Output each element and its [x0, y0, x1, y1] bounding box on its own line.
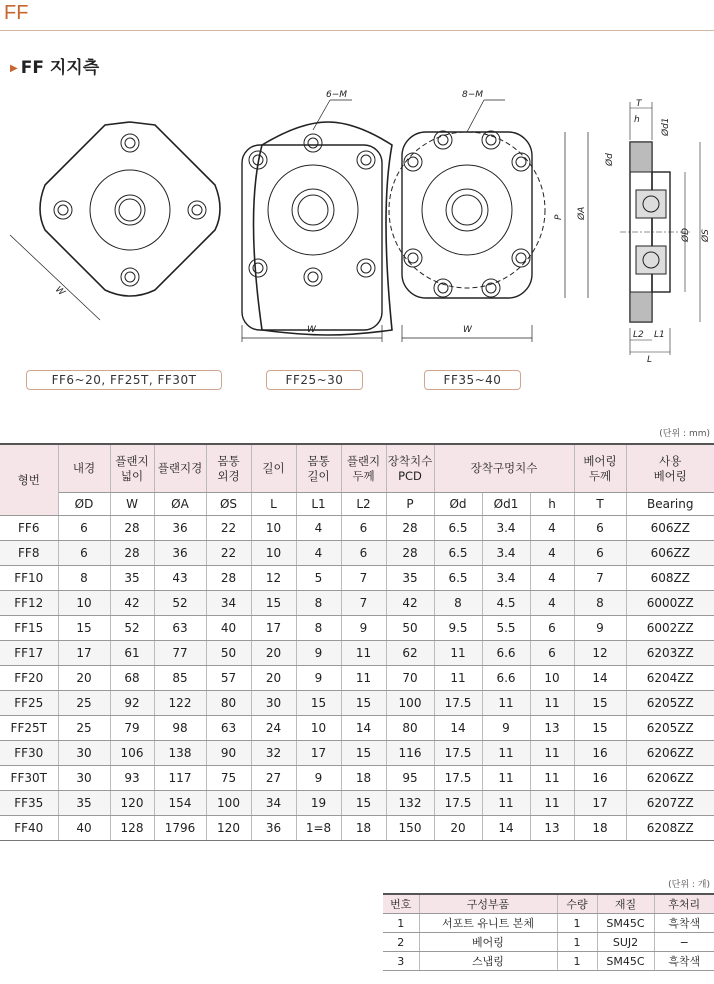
- table-cell: 6000ZZ: [626, 591, 714, 616]
- table-cell: FF12: [0, 591, 58, 616]
- table-cell: 13: [530, 716, 574, 741]
- table-cell: 100: [386, 691, 434, 716]
- subheader-D: ØD: [58, 493, 110, 516]
- table-cell: 18: [341, 816, 386, 841]
- table-cell: 3.4: [482, 566, 530, 591]
- table-cell: 4: [530, 541, 574, 566]
- table-cell: 4: [296, 516, 341, 541]
- table-cell: 6203ZZ: [626, 641, 714, 666]
- table-cell: 4: [530, 591, 574, 616]
- table-cell: 10: [58, 591, 110, 616]
- table-cell: 1: [557, 914, 597, 933]
- table-cell: 6: [58, 516, 110, 541]
- table-cell: 14: [574, 666, 626, 691]
- table-cell: 9: [296, 666, 341, 691]
- table-cell: 93: [110, 766, 154, 791]
- table-cell: 6.5: [434, 566, 482, 591]
- label-w3: W: [463, 325, 472, 335]
- table-cell: 17.5: [434, 691, 482, 716]
- table-cell: 3.4: [482, 541, 530, 566]
- table-cell: 61: [110, 641, 154, 666]
- table-cell: 30: [58, 766, 110, 791]
- table-cell: 베어링: [419, 933, 557, 952]
- table-cell: 63: [154, 616, 206, 641]
- table-cell: 36: [251, 816, 296, 841]
- table-cell: 14: [434, 716, 482, 741]
- table-cell: 28: [386, 541, 434, 566]
- table-cell: FF17: [0, 641, 58, 666]
- table-cell: 6: [574, 516, 626, 541]
- table-cell: 8: [58, 566, 110, 591]
- table-cell: 11: [482, 691, 530, 716]
- table-cell: 22: [206, 516, 251, 541]
- table-cell: 17: [58, 641, 110, 666]
- table-cell: FF35: [0, 791, 58, 816]
- table-cell: FF25T: [0, 716, 58, 741]
- table-cell: 14: [341, 716, 386, 741]
- table-cell: 85: [154, 666, 206, 691]
- table-row: [383, 952, 714, 971]
- label-L: L: [647, 355, 653, 365]
- table-cell: 62: [386, 641, 434, 666]
- caption-ff35-40: FF35~40: [424, 370, 521, 390]
- table-cell: 52: [154, 591, 206, 616]
- table-row: [0, 616, 714, 641]
- table-cell: 11: [341, 641, 386, 666]
- table-cell: FF20: [0, 666, 58, 691]
- section-heading: [10, 53, 99, 78]
- table-cell: 57: [206, 666, 251, 691]
- table-cell: 15: [341, 791, 386, 816]
- table-cell: 7: [574, 566, 626, 591]
- label-a: ØA: [577, 206, 587, 220]
- table-cell: −: [654, 933, 714, 952]
- table-cell: 15: [58, 616, 110, 641]
- table-cell: 6.5: [434, 516, 482, 541]
- table-cell: 15: [341, 741, 386, 766]
- table-row: [383, 914, 714, 933]
- table-cell: 75: [206, 766, 251, 791]
- table-row: [0, 666, 714, 691]
- table-cell: 17.5: [434, 791, 482, 816]
- table-cell: FF30: [0, 741, 58, 766]
- table-cell: 70: [386, 666, 434, 691]
- subheader-bearing: Bearing: [626, 493, 714, 516]
- table-cell: 6002ZZ: [626, 616, 714, 641]
- table-cell: 28: [386, 516, 434, 541]
- parts-table: [383, 893, 714, 971]
- table-cell: 11: [530, 791, 574, 816]
- table-cell: 9.5: [434, 616, 482, 641]
- table-cell: 12: [574, 641, 626, 666]
- subheader-A: ØA: [154, 493, 206, 516]
- table-cell: 6.6: [482, 666, 530, 691]
- parts-unit-note: (단위 : 개): [668, 880, 710, 890]
- table-cell: 606ZZ: [626, 516, 714, 541]
- table-cell: 11: [434, 641, 482, 666]
- label-6m: 6−M: [326, 90, 348, 100]
- table-cell: 6.5: [434, 541, 482, 566]
- table-cell: 6208ZZ: [626, 816, 714, 841]
- parts-header-component: 구성부품: [419, 894, 557, 914]
- table-cell: 77: [154, 641, 206, 666]
- table-cell: 20: [251, 666, 296, 691]
- table-cell: 50: [206, 641, 251, 666]
- table-cell: 120: [206, 816, 251, 841]
- table-cell: 17: [574, 791, 626, 816]
- label-w1: W: [52, 284, 67, 299]
- table-cell: 15: [296, 691, 341, 716]
- table-row: [0, 566, 714, 591]
- table-cell: 15: [251, 591, 296, 616]
- table-cell: 79: [110, 716, 154, 741]
- table-cell: 4: [530, 516, 574, 541]
- table-cell: 6206ZZ: [626, 741, 714, 766]
- table-cell: 7: [341, 566, 386, 591]
- table-cell: 8: [296, 616, 341, 641]
- table-cell: 11: [482, 741, 530, 766]
- table-cell: FF10: [0, 566, 58, 591]
- subheader-L2: L2: [341, 493, 386, 516]
- table-cell: 11: [482, 766, 530, 791]
- label-t: T: [636, 99, 642, 109]
- subheader-S: ØS: [206, 493, 251, 516]
- table-cell: 10: [251, 516, 296, 541]
- table-cell: 15: [574, 716, 626, 741]
- table-cell: 28: [206, 566, 251, 591]
- label-w2: W: [307, 325, 316, 335]
- table-cell: 90: [206, 741, 251, 766]
- table-cell: 40: [58, 816, 110, 841]
- table-cell: 18: [341, 766, 386, 791]
- table-cell: 120: [110, 791, 154, 816]
- table-cell: 흑착색: [654, 914, 714, 933]
- table-cell: 9: [296, 766, 341, 791]
- table-cell: 6: [58, 541, 110, 566]
- table-cell: 16: [574, 766, 626, 791]
- table-cell: 6205ZZ: [626, 691, 714, 716]
- header-inner-dia: 내경: [58, 444, 110, 493]
- table-cell: 20: [58, 666, 110, 691]
- table-cell: 9: [296, 641, 341, 666]
- table-cell: 30: [58, 741, 110, 766]
- table-cell: FF8: [0, 541, 58, 566]
- table-cell: 6: [574, 541, 626, 566]
- parts-table-body: [383, 914, 714, 971]
- label-L1: L1: [654, 330, 665, 340]
- table-cell: 106: [110, 741, 154, 766]
- table-cell: 10: [530, 666, 574, 691]
- table-cell: 95: [386, 766, 434, 791]
- title-divider: [0, 30, 714, 31]
- table-cell: FF30T: [0, 766, 58, 791]
- table-cell: 24: [251, 716, 296, 741]
- table-cell: 63: [206, 716, 251, 741]
- table-cell: 6.6: [482, 641, 530, 666]
- table-cell: 154: [154, 791, 206, 816]
- table-cell: 50: [386, 616, 434, 641]
- header-flange-width: 플랜지 넓이: [110, 444, 154, 493]
- subheader-h: h: [530, 493, 574, 516]
- table-cell: 608ZZ: [626, 566, 714, 591]
- table-cell: 40: [206, 616, 251, 641]
- table-cell: 22: [206, 541, 251, 566]
- table-cell: 4: [530, 566, 574, 591]
- table-cell: 15: [574, 691, 626, 716]
- subheader-W: W: [110, 493, 154, 516]
- header-model: 형번: [0, 444, 58, 516]
- table-cell: 11: [341, 666, 386, 691]
- label-D: ØD: [681, 227, 691, 242]
- label-p: P: [554, 214, 564, 220]
- table-cell: 80: [206, 691, 251, 716]
- caption-ff25-30: FF25~30: [266, 370, 363, 390]
- table-row: [0, 541, 714, 566]
- table-cell: 117: [154, 766, 206, 791]
- technical-drawings: [0, 80, 714, 370]
- spec-table: [0, 443, 714, 841]
- table-cell: 흑착색: [654, 952, 714, 971]
- label-L2: L2: [633, 330, 644, 340]
- parts-header-no: 번호: [383, 894, 419, 914]
- header-body-od: 몸통 외경: [206, 444, 251, 493]
- table-row: [0, 791, 714, 816]
- table-cell: 스냅링: [419, 952, 557, 971]
- table-cell: 11: [530, 741, 574, 766]
- table-cell: 8: [574, 591, 626, 616]
- table-cell: 25: [58, 691, 110, 716]
- table-cell: 100: [206, 791, 251, 816]
- subheader-P: P: [386, 493, 434, 516]
- table-cell: 8: [296, 591, 341, 616]
- spec-unit-note: (단위 : mm): [659, 429, 710, 439]
- table-cell: 11: [530, 691, 574, 716]
- header-flange-thickness: 플랜지 두께: [341, 444, 386, 493]
- header-flange-dia: 플랜지경: [154, 444, 206, 493]
- section-heading-text: FF 지지측: [20, 58, 100, 78]
- table-row: [0, 766, 714, 791]
- table-row: [0, 816, 714, 841]
- table-cell: 606ZZ: [626, 541, 714, 566]
- table-cell: 42: [386, 591, 434, 616]
- table-cell: 6: [530, 616, 574, 641]
- table-cell: 25: [58, 716, 110, 741]
- table-cell: 11: [434, 666, 482, 691]
- table-cell: 27: [251, 766, 296, 791]
- table-row: [0, 516, 714, 541]
- table-cell: 36: [154, 541, 206, 566]
- table-cell: 34: [206, 591, 251, 616]
- table-cell: 1=8: [296, 816, 341, 841]
- page-title: FF: [4, 2, 29, 24]
- table-row: [0, 591, 714, 616]
- table-cell: 128: [110, 816, 154, 841]
- table-cell: 28: [110, 541, 154, 566]
- table-cell: FF15: [0, 616, 58, 641]
- table-cell: 15: [341, 691, 386, 716]
- table-cell: 1: [383, 914, 419, 933]
- table-cell: 132: [386, 791, 434, 816]
- table-cell: 서포트 유니트 본체: [419, 914, 557, 933]
- subheader-L1: L1: [296, 493, 341, 516]
- subheader-d: Ød: [434, 493, 482, 516]
- table-cell: 16: [574, 741, 626, 766]
- header-mount-hole: 장착구멍치수: [434, 444, 574, 493]
- header-body-length: 몸통 길이: [296, 444, 341, 493]
- table-cell: 6: [530, 641, 574, 666]
- table-cell: 17: [296, 741, 341, 766]
- table-cell: 92: [110, 691, 154, 716]
- subheader-d1: Ød1: [482, 493, 530, 516]
- table-row: [383, 933, 714, 952]
- table-cell: 20: [251, 641, 296, 666]
- table-cell: 6204ZZ: [626, 666, 714, 691]
- table-cell: 122: [154, 691, 206, 716]
- table-cell: 11: [482, 791, 530, 816]
- table-cell: 35: [110, 566, 154, 591]
- header-bearing-used: 사용 베어링: [626, 444, 714, 493]
- label-d: Ød: [605, 153, 615, 166]
- table-cell: 14: [482, 816, 530, 841]
- drawing-round-flange-8m: [389, 100, 588, 342]
- header-bearing-thickness: 베어링 두께: [574, 444, 626, 493]
- parts-header-material: 재질: [597, 894, 654, 914]
- table-cell: 18: [574, 816, 626, 841]
- label-d1: Ød1: [661, 117, 671, 136]
- table-cell: 138: [154, 741, 206, 766]
- table-cell: 8: [434, 591, 482, 616]
- table-cell: 13: [530, 816, 574, 841]
- label-h: h: [634, 115, 640, 125]
- table-cell: 1796: [154, 816, 206, 841]
- table-cell: 43: [154, 566, 206, 591]
- header-length: 길이: [251, 444, 296, 493]
- table-cell: 42: [110, 591, 154, 616]
- table-cell: 19: [296, 791, 341, 816]
- table-cell: 150: [386, 816, 434, 841]
- table-cell: 17.5: [434, 766, 482, 791]
- table-cell: 36: [154, 516, 206, 541]
- triangle-bullet-icon: ▶: [10, 63, 18, 74]
- table-cell: 5.5: [482, 616, 530, 641]
- table-cell: 32: [251, 741, 296, 766]
- table-cell: 7: [341, 591, 386, 616]
- table-cell: SM45C: [597, 952, 654, 971]
- parts-header-qty: 수량: [557, 894, 597, 914]
- table-cell: 68: [110, 666, 154, 691]
- table-cell: 3: [383, 952, 419, 971]
- table-cell: 10: [296, 716, 341, 741]
- table-cell: 17.5: [434, 741, 482, 766]
- table-cell: FF40: [0, 816, 58, 841]
- table-cell: 12: [251, 566, 296, 591]
- label-S: ØS: [701, 229, 711, 242]
- table-cell: 11: [530, 766, 574, 791]
- table-cell: 80: [386, 716, 434, 741]
- table-cell: 116: [386, 741, 434, 766]
- table-cell: 34: [251, 791, 296, 816]
- parts-header-finish: 후처리: [654, 894, 714, 914]
- drawing-oval-flange-6m: [242, 100, 392, 342]
- table-cell: SM45C: [597, 914, 654, 933]
- table-row: [0, 641, 714, 666]
- table-cell: 5: [296, 566, 341, 591]
- table-cell: 6: [341, 541, 386, 566]
- table-cell: 6: [341, 516, 386, 541]
- table-cell: 35: [58, 791, 110, 816]
- label-8m: 8−M: [462, 90, 484, 100]
- table-cell: 28: [110, 516, 154, 541]
- drawing-diamond-flange: [10, 122, 220, 320]
- table-cell: 6207ZZ: [626, 791, 714, 816]
- spec-table-body: [0, 516, 714, 841]
- table-row: [0, 741, 714, 766]
- table-cell: 20: [434, 816, 482, 841]
- table-cell: 52: [110, 616, 154, 641]
- table-cell: 4: [296, 541, 341, 566]
- table-cell: 9: [574, 616, 626, 641]
- caption-ff6-20: FF6~20, FF25T, FF30T: [26, 370, 222, 390]
- table-cell: 10: [251, 541, 296, 566]
- table-cell: 9: [482, 716, 530, 741]
- table-cell: 3.4: [482, 516, 530, 541]
- table-cell: 9: [341, 616, 386, 641]
- table-cell: 4.5: [482, 591, 530, 616]
- table-cell: FF6: [0, 516, 58, 541]
- table-cell: 98: [154, 716, 206, 741]
- table-cell: 30: [251, 691, 296, 716]
- table-cell: SUJ2: [597, 933, 654, 952]
- header-pcd: 장착치수 PCD: [386, 444, 434, 493]
- table-cell: 17: [251, 616, 296, 641]
- table-cell: 1: [557, 933, 597, 952]
- table-cell: 6205ZZ: [626, 716, 714, 741]
- table-cell: 2: [383, 933, 419, 952]
- subheader-T: T: [574, 493, 626, 516]
- table-row: [0, 691, 714, 716]
- table-cell: 35: [386, 566, 434, 591]
- subheader-L: L: [251, 493, 296, 516]
- table-row: [0, 716, 714, 741]
- table-cell: 1: [557, 952, 597, 971]
- table-cell: FF25: [0, 691, 58, 716]
- table-cell: 6206ZZ: [626, 766, 714, 791]
